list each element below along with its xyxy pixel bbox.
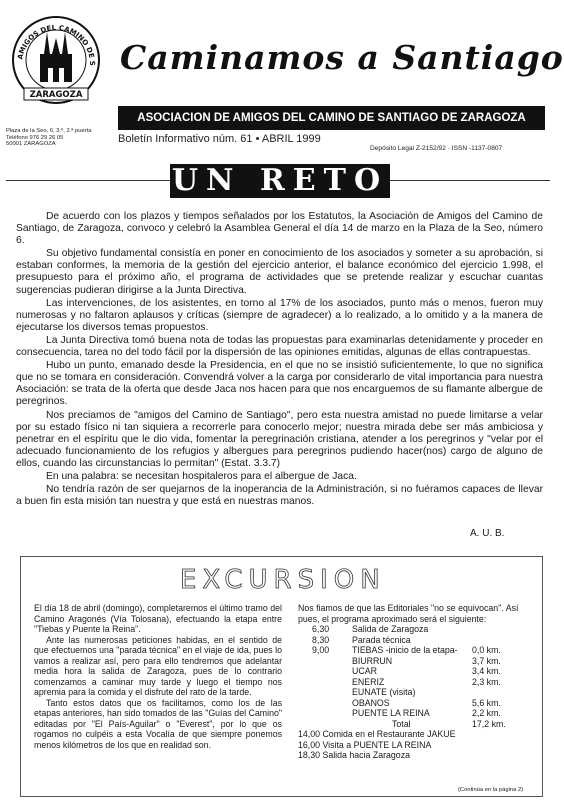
schedule-after-line: 14,00 Comida en el Restaurante JAKUE	[298, 729, 456, 739]
schedule-time: 8,30	[312, 634, 330, 645]
association-bar: ASOCIACION DE AMIGOS DEL CAMINO DE SANTIAGO DE ZARAGOZA	[118, 106, 545, 130]
schedule-desc: EUNATE (visita)	[352, 687, 416, 697]
schedule-after-line: 18,30 Salida hacia Zaragoza	[298, 750, 410, 760]
headline: UN RETO	[171, 163, 389, 198]
schedule-km: 17,2 km.	[472, 718, 506, 729]
excursion-right-column	[298, 603, 534, 761]
schedule-after	[298, 729, 534, 761]
logo-banner: ZARAGOZA	[29, 90, 83, 100]
schedule-time	[298, 698, 352, 709]
logo-ring-text: AMIGOS DEL CAMINO DE S	[16, 23, 97, 66]
schedule-time	[298, 708, 352, 719]
article-paragraph: Nos preciamos de "amigos del Camino de Santiago", pero esta nuestra amistad no puede limitarse a velar por su estado físico ni tan siquiera a recorrerle para conocerlo mejor; nuestra mirada debe ser más ambiciosa y penetrar en el espíritu que le dio vida, fomentar la peregrinación cristiana, atender a los peregrinos y "velar por el adecuado funcionamiento de los refugios y albergues para peregrinos pudiendo hacer(nos) cargo de alguno de ellos, cuando las circunstancias lo permitan" (Estat. 3.3.7)	[16, 409, 543, 469]
schedule-row	[298, 677, 534, 688]
schedule-row	[298, 635, 534, 646]
schedule-desc: OBANOS	[352, 697, 390, 708]
schedule-desc: BIURRUN	[352, 655, 393, 666]
article-paragraph: No tendría razón de ser quejarnos de la inoperancia de la Administración, si no fuéramos capaces de llevar a buen fin esta misión tan nuestra y que está en nuestras manos.	[16, 484, 543, 508]
schedule-desc: PUENTE LA REINA	[352, 708, 430, 718]
schedule-time	[298, 656, 352, 667]
schedule-list	[298, 624, 534, 729]
postal-line: 50001 ZARAGOZA	[6, 141, 56, 148]
article-paragraph: De acuerdo con los plazos y tiempos señalados por los Estatutos, la Asociación de Amigos del Camino de Santiago, de Zaragoza, convoco y celebró la Asamblea General el día 14 de marzo en la Plaza de la Seo, número 6.	[16, 211, 543, 247]
schedule-desc: Salida de Zaragoza	[352, 624, 429, 634]
association-logo	[10, 14, 102, 106]
article-paragraph: Hubo un punto, emanado desde la Presidencia, en el que no se insistió suficientemente, lo que no significa que no se tomara en consideración. Convendrá volver a la carga por considerarlo de vital importancia para nuestra Asociación: se trata de la oferta que desde Jaca nos hacen para que nos encarguemos de su flamante albergue de peregrinos.	[16, 360, 543, 408]
address-line: Plaza de la Seo, 6, 3.º, 2.ª puerta	[6, 128, 92, 134]
legal-deposit: Depósito Legal Z-2152/92 · ISSN -1137-0807	[370, 145, 503, 152]
schedule-km: 3,7 km.	[472, 655, 501, 666]
schedule-time	[298, 677, 352, 688]
schedule-time	[298, 666, 352, 677]
article-signature: A. U. B.	[470, 528, 505, 539]
article-body	[16, 211, 543, 509]
schedule-time: 6,30	[312, 624, 330, 634]
schedule-time: 9,00	[312, 645, 330, 655]
schedule-desc: TIEBAS -inicio de la etapa-	[352, 645, 458, 655]
schedule-km: 2,3 km.	[472, 676, 501, 687]
schedule-desc: Total	[392, 718, 411, 729]
schedule-km: 3,4 km.	[472, 666, 501, 676]
masthead-title: Caminamos a Santiago	[120, 38, 564, 77]
schedule-after-line: 16,00 Visita a PUENTE LA REINA	[298, 739, 432, 750]
article-paragraph: Su objetivo fundamental consistía en poner en conocimiento de los asociados y someter a su aprobación, si estaban conformes, la memoria de la gestión del ejercicio anterior, el balance económico del ejercicio 1.998, el presupuesto para el próximo año, el programa de actividades que se pretende realizar y escuchar cuantas sugerencias pudieran dirigirse a la Junta Directiva.	[16, 248, 543, 296]
schedule-row	[298, 708, 534, 719]
schedule-km: 5,6 km.	[472, 697, 501, 708]
phone-line: Teléfono 976 29 26 05	[6, 134, 64, 141]
schedule-total-row	[298, 719, 534, 730]
excursion-paragraph: Ante las numerosas peticiones habidas, en el sentido de que efectuemos una "parada técnica" en el viaje de ida, pues lo vamos a realizar así, pero para ello tendremos que adelantar media hora la salida de Zaragoza, pues de lo contrario comenzamos a caminar muy tarde y luego el tiempo nos apremia para la comida y el disfrute del rato de la tarde.	[34, 634, 282, 697]
excursion-title: EXCURSION	[180, 565, 386, 595]
article-paragraph: La Junta Directiva tomó buena nota de todas las propuestas para examinarlas detenidamente y proceder en consecuencia, tarea no del todo fácil por la dispersión de las opiniones emitidas, algunas de ellas contrapuestas.	[16, 334, 543, 359]
bulletin-issue: Boletín Informativo núm. 61 • ABRIL 1999	[118, 133, 321, 145]
schedule-time	[298, 719, 352, 730]
address-block	[6, 128, 110, 148]
schedule-km: 0,0 km.	[472, 645, 501, 655]
schedule-time	[298, 687, 352, 698]
schedule-row	[298, 645, 534, 656]
continued-note: (Continúa en la página 2)	[458, 787, 524, 793]
schedule-row	[298, 624, 534, 635]
schedule-intro: Nos fiamos de que las Editoriales "no se equivocan". Así pues, el programa aproximado será el siguiente:	[298, 603, 519, 624]
schedule-row	[298, 687, 534, 698]
article-paragraph: Las intervenciones, de los asistentes, en torno al 17% de los asociados, punto más o menos, fueron muy numerosas y no faltaron aplausos y críticas (siempre de agradecer) a lo realizado, a lo omitido y a la manera de ejecutarse los diversos temas propuestos.	[16, 297, 543, 333]
schedule-km: 2,2 km.	[472, 708, 501, 718]
schedule-desc: Parada técnica	[352, 634, 411, 645]
schedule-row	[298, 698, 534, 709]
excursion-paragraph: Tanto estos datos que os facilitamos, como los de las etapas anteriores, han sido tomados de las "Guías del Camino" editadas por "El País-Aguilar" o "Everest", por lo que os rogamos no culpéis a esta Vocalía de que siempre ponemos menos kilómetros de los que en realidad son.	[34, 697, 282, 750]
schedule-row	[298, 666, 534, 677]
schedule-desc: UCAR	[352, 666, 377, 676]
excursion-left-column	[34, 603, 282, 750]
excursion-paragraph: El día 18 de abril (domingo), completaremos el último tramo del Camino Aragonés (Vía Tolosana), efectuando la etapa entre "Tiebas y Puente la Reina".	[34, 603, 282, 634]
article-paragraph: En una palabra: se necesitan hospitaleros para el albergue de Jaca.	[46, 470, 357, 482]
schedule-desc: ENERIZ	[352, 676, 385, 687]
schedule-row	[298, 656, 534, 667]
